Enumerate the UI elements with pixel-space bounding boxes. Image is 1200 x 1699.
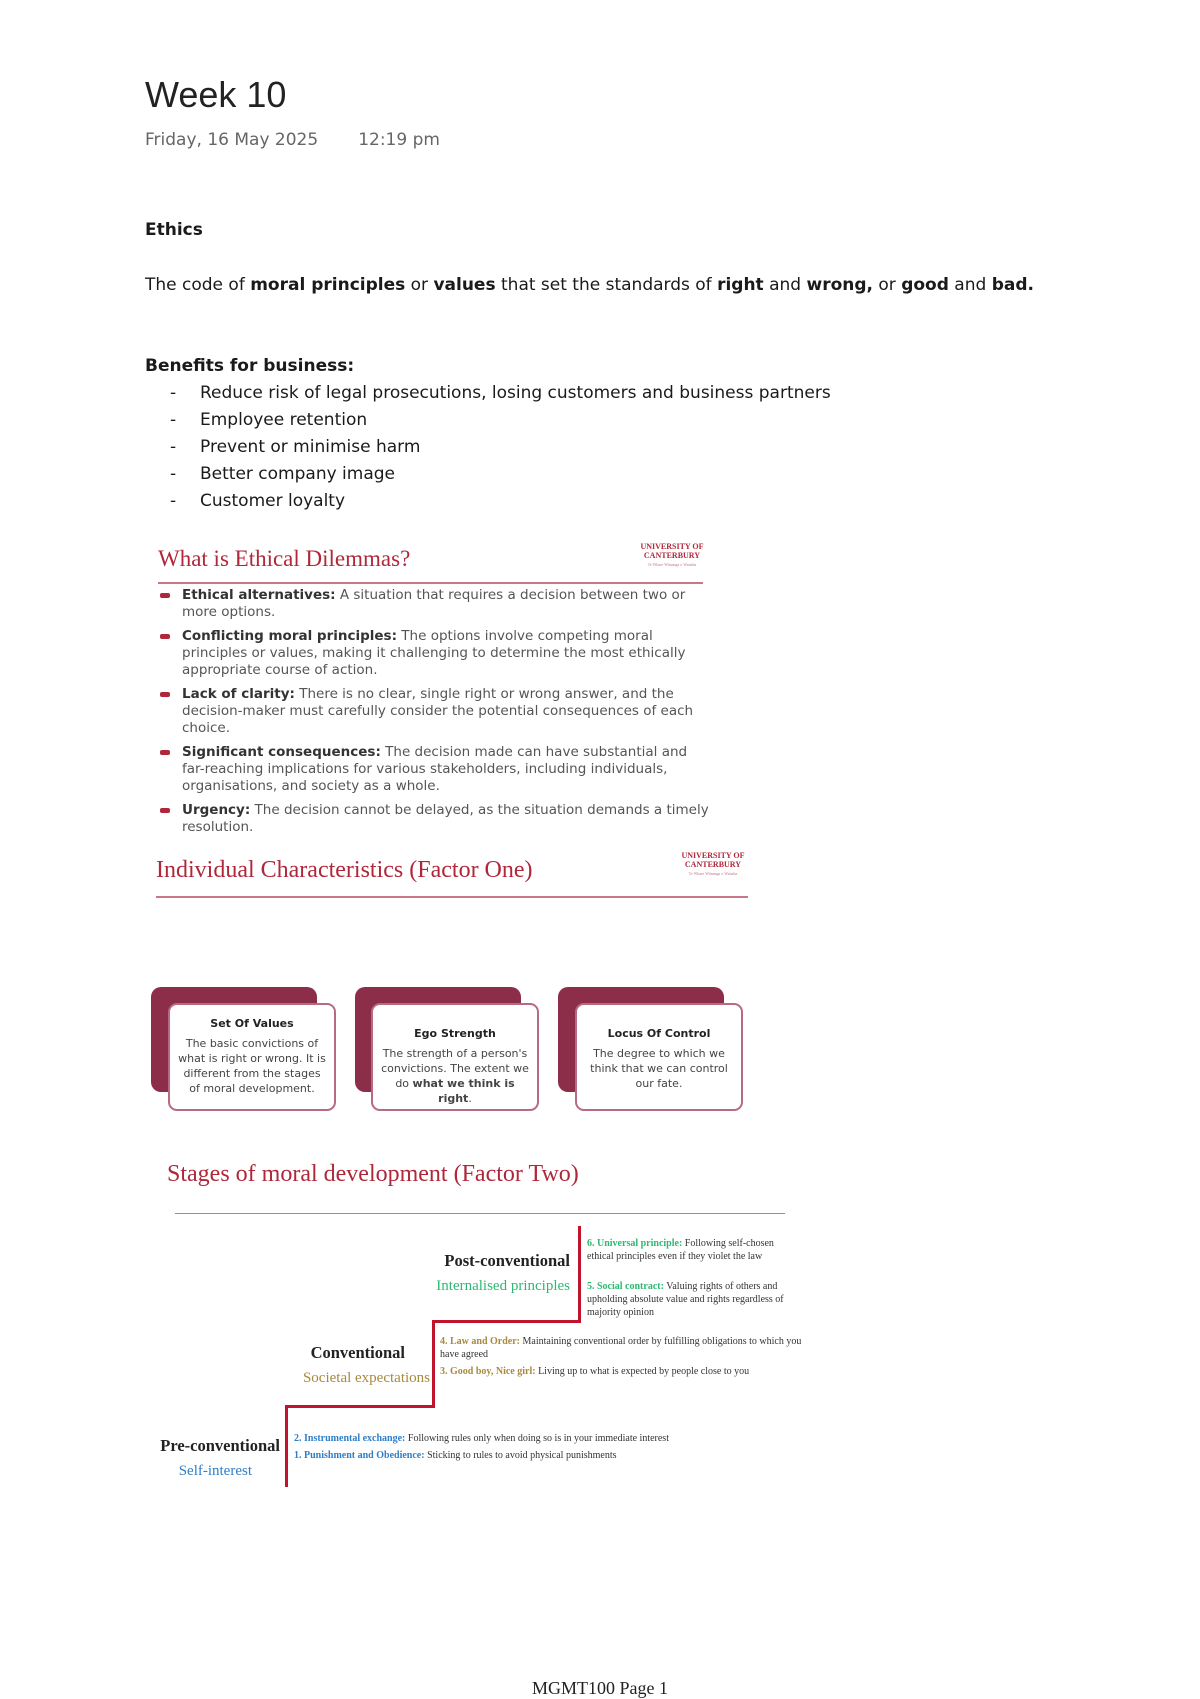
stage-label: 4. Law and Order: (440, 1336, 520, 1347)
stage-text: Valuing rights of others and upholding absolute value and rights regardless of majority opinion (587, 1281, 784, 1318)
definition-keyword: right (717, 275, 764, 295)
slide-divider (156, 896, 748, 898)
logo-line3: Te Whare Wānanga o Waitaha (647, 562, 697, 567)
dilemma-text: There is no clear, single right or wrong answer, and the decision-maker must carefully consider the potential consequences of each choice. (182, 686, 694, 736)
bullet-icon (160, 634, 170, 639)
definition-text: that set the standards of (495, 275, 718, 295)
list-dash: - (170, 410, 177, 430)
list-item (158, 744, 713, 795)
stage-text: Following rules only when doing so is in your immediate interest (405, 1433, 669, 1444)
stage-5 (587, 1280, 787, 1319)
list-item (158, 802, 713, 836)
list-item (170, 461, 831, 488)
benefit-text: Employee retention (200, 410, 368, 430)
stage-3 (440, 1365, 810, 1378)
stair-line (285, 1405, 288, 1487)
logo-line2: CANTERBURY (684, 860, 742, 869)
card-body-text: The strength of a person's convictions. The extent we do (381, 1047, 529, 1090)
list-item (158, 587, 713, 621)
stage-label: 3. Good boy, Nice girl: (440, 1366, 536, 1377)
dilemma-text: The options involve competing moral principles or values, making it challenging to determine the most ethically appropriate course of action. (182, 628, 686, 678)
card-title: Ego Strength (414, 1027, 496, 1040)
logo-line1: UNIVERSITY OF (681, 851, 745, 860)
card-ego-strength (371, 1003, 539, 1111)
stair-line (285, 1405, 435, 1408)
stage-2 (294, 1432, 794, 1445)
dilemma-label: Conflicting moral principles: (182, 628, 397, 644)
definition-keyword: moral principles (250, 275, 406, 295)
ethics-heading: Ethics (145, 220, 203, 240)
dilemmas-slide-title: What is Ethical Dilemmas? (158, 546, 411, 571)
page-title: Week 10 (145, 74, 287, 115)
level-conventional: Conventional (310, 1343, 405, 1362)
stair-line (432, 1320, 581, 1323)
list-dash: - (170, 464, 177, 484)
definition-keyword: bad. (991, 275, 1034, 295)
benefits-heading: Benefits for business: (145, 356, 355, 376)
card-body: The basic convictions of what is right or wrong. It is different from the stages of moral development. (178, 1037, 326, 1095)
factor-two-title: Stages of moral development (Factor Two) (167, 1161, 579, 1187)
bullet-icon (160, 692, 170, 697)
definition-text: and (948, 275, 992, 295)
level-pre-conventional: Pre-conventional (160, 1436, 280, 1455)
level-post-conventional: Post-conventional (444, 1251, 570, 1270)
level-conventional-sub: Societal expectations (302, 1370, 430, 1386)
list-item (170, 434, 831, 461)
dilemma-text: The decision made can have substantial and far-reaching implications for various stakeholders, including individuals, organisations, and society as a whole. (182, 744, 688, 794)
stage-6 (587, 1237, 787, 1263)
dilemma-label: Lack of clarity: (182, 686, 295, 702)
stage-label: 1. Punishment and Obedience: (294, 1450, 425, 1461)
list-dash: - (170, 383, 177, 403)
benefit-text: Reduce risk of legal prosecutions, losing customers and business partners (200, 383, 831, 403)
level-pre-sub: Self-interest (178, 1463, 252, 1479)
definition-keyword: values (433, 275, 496, 295)
benefit-text: Better company image (200, 464, 396, 484)
dilemmas-list (158, 587, 713, 843)
dilemma-text: The decision cannot be delayed, as the situation demands a timely resolution. (182, 802, 709, 835)
logo-line2: CANTERBURY (643, 551, 701, 560)
level-post-sub: Internalised principles (436, 1278, 570, 1294)
card-body (381, 1046, 529, 1106)
definition-keyword: wrong, (806, 275, 873, 295)
definition-keyword: good (901, 275, 949, 295)
card-locus-of-control (575, 1003, 743, 1111)
dilemma-label: Significant consequences: (182, 744, 381, 760)
list-item (170, 488, 831, 515)
list-dash: - (170, 437, 177, 457)
stair-line (432, 1320, 435, 1407)
stage-text: Maintaining conventional order by fulfilling obligations to which you have agreed (440, 1336, 802, 1360)
benefit-text: Prevent or minimise harm (200, 437, 421, 457)
stage-text: Living up to what is expected by people close to you (535, 1366, 750, 1377)
slide-divider (158, 582, 703, 584)
logo-line1: UNIVERSITY OF (640, 542, 704, 551)
ethics-definition (145, 275, 1034, 295)
list-item (158, 628, 713, 679)
factor-one-title: Individual Characteristics (Factor One) (156, 857, 533, 883)
card-body-end: . (468, 1092, 472, 1105)
stage-label: 6. Universal principle: (587, 1238, 683, 1249)
card-body-bold: what we think is right (412, 1077, 515, 1105)
stage-label: 2. Instrumental exchange: (294, 1433, 406, 1444)
definition-text: or (405, 275, 434, 295)
dilemma-label: Urgency: (182, 802, 251, 818)
dilemma-text: A situation that requires a decision between two or more options. (182, 587, 686, 620)
bullet-icon (160, 593, 170, 598)
list-item (170, 407, 831, 434)
definition-text: and (763, 275, 807, 295)
card-set-of-values (168, 1003, 336, 1111)
page-footer: MGMT100 Page 1 (532, 1678, 668, 1698)
definition-text: The code of (145, 275, 251, 295)
stair-line (578, 1226, 581, 1322)
list-item (170, 380, 831, 407)
bullet-icon (160, 808, 170, 813)
university-logo (675, 851, 751, 878)
list-dash: - (170, 491, 177, 511)
card-body: The degree to which we think that we can control our fate. (590, 1047, 728, 1090)
stage-4 (440, 1335, 810, 1361)
stage-text: Following self-chosen ethical principles even if they violet the law (587, 1238, 774, 1262)
definition-text: or (872, 275, 902, 295)
stage-1 (294, 1449, 794, 1462)
slide-divider (175, 1213, 785, 1214)
card-title: Locus Of Control (607, 1027, 711, 1040)
university-logo (634, 542, 710, 569)
bullet-icon (160, 750, 170, 755)
benefit-text: Customer loyalty (200, 491, 346, 511)
logo-line3: Te Whare Wānanga o Waitaha (688, 871, 738, 876)
page-meta (145, 130, 440, 150)
dilemma-label: Ethical alternatives: (182, 587, 336, 603)
stage-label: 5. Social contract: (587, 1281, 664, 1292)
list-item (158, 686, 713, 737)
card-title: Set Of Values (210, 1017, 294, 1030)
page-date: Friday, 16 May 2025 (145, 130, 319, 150)
benefits-list (170, 380, 831, 515)
page-time: 12:19 pm (358, 130, 440, 150)
stage-text: Sticking to rules to avoid physical punishments (424, 1450, 617, 1461)
